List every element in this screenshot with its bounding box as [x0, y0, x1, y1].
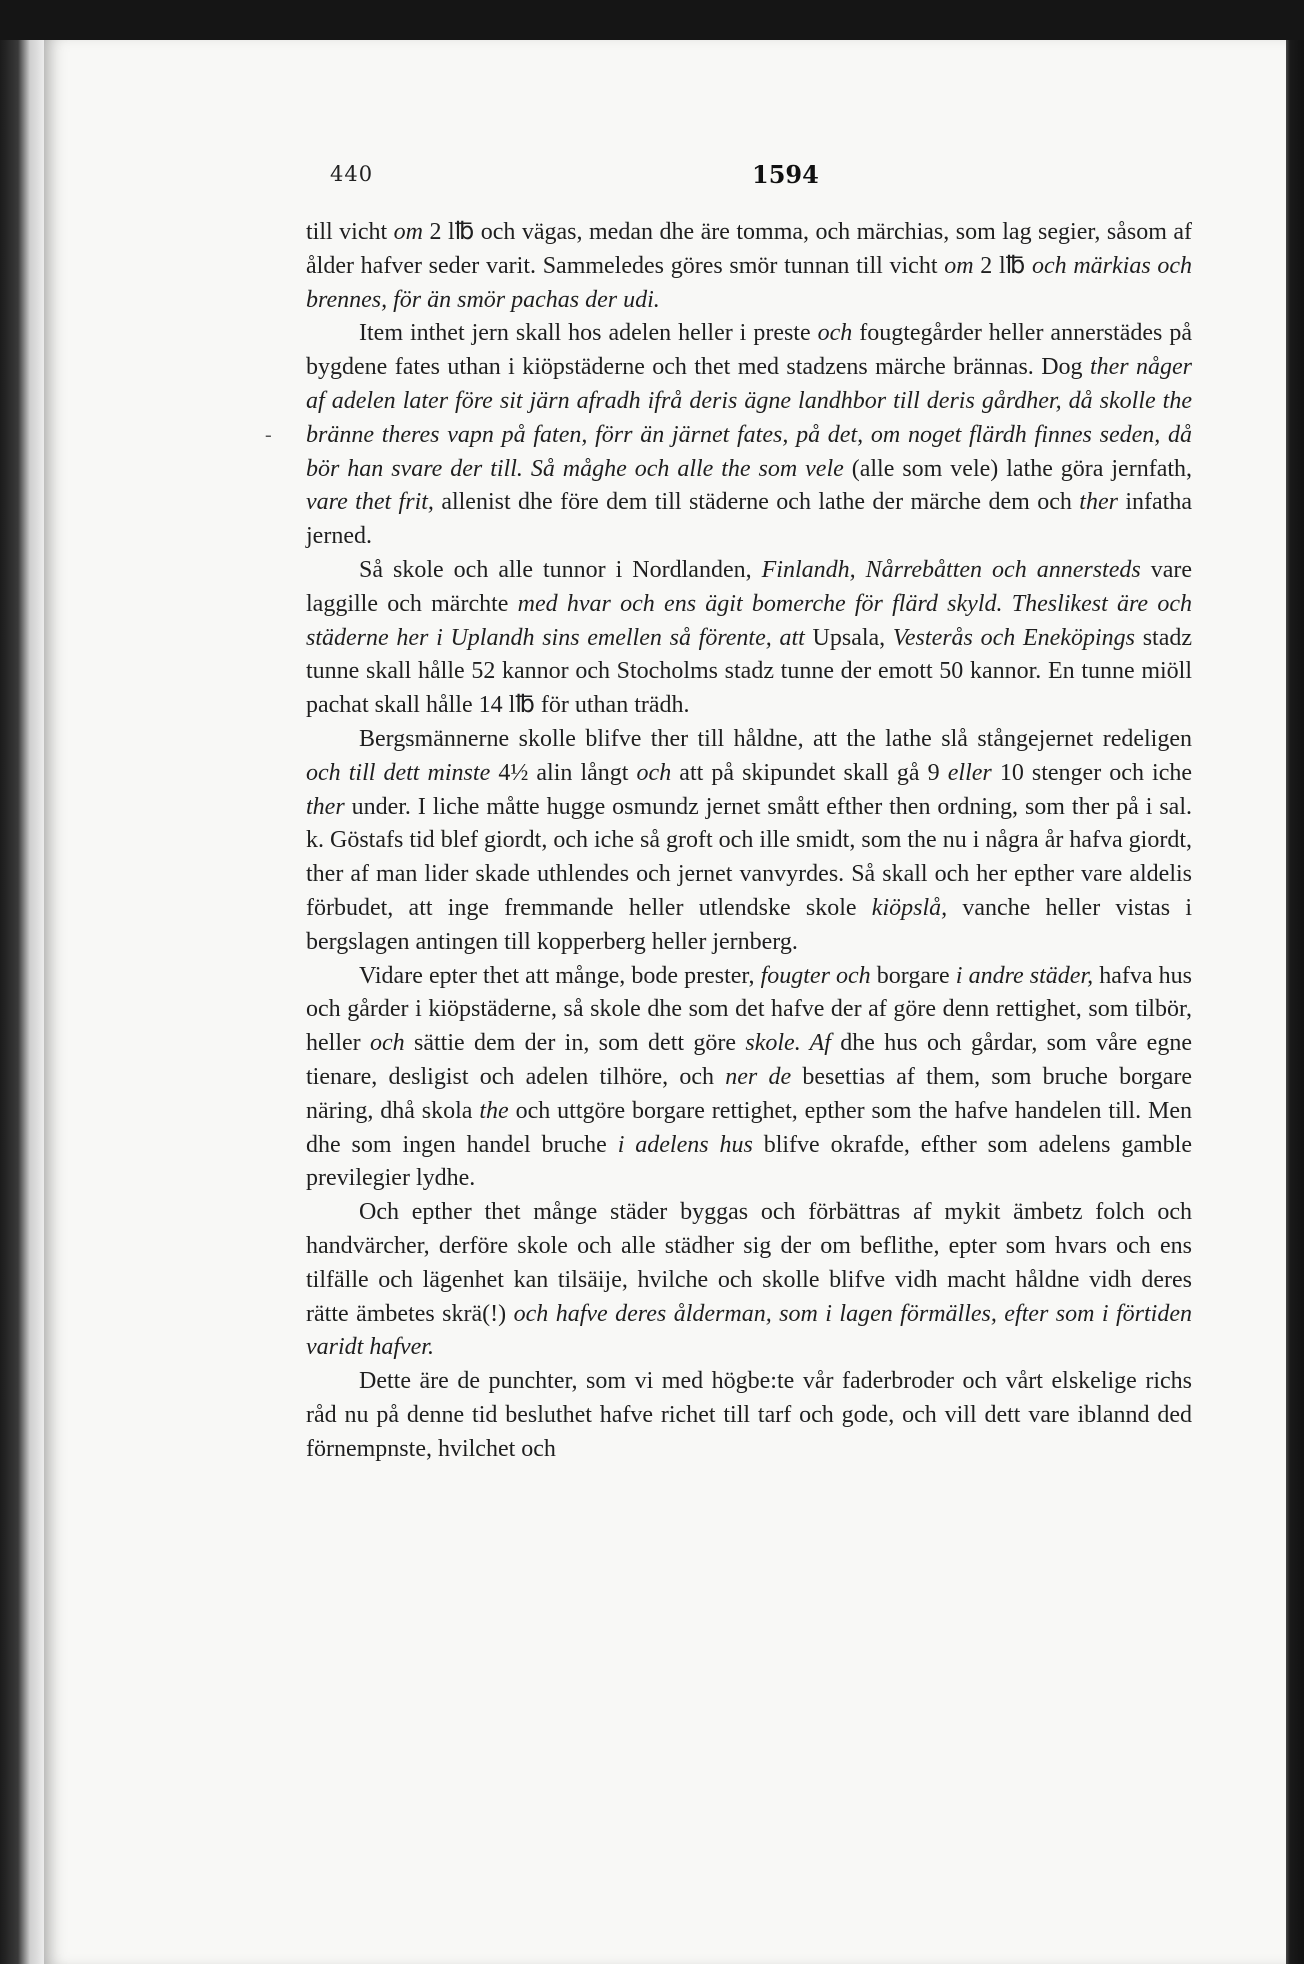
text-run: 2 l℔ och vägas, medan dhe äre tomma, och märchias, som lag segier, såsom af ålder hafver seder varit. Sammeledes göres smör tunnan till vicht [306, 219, 1193, 279]
text-run: och uttgöre borgare rettighet, epther som the hafve handelen till. Men dhe som ingen handel bruche [306, 1097, 1193, 1158]
text-run: infatha jerned. [306, 489, 1192, 550]
text-run: Vidare epter thet att månge, bode prester, [359, 962, 761, 989]
italic-run: ther [1079, 489, 1118, 516]
italic-run: och märkias och brennes, för än smör pachas der udi. [306, 252, 1193, 313]
text-run: borgare [870, 962, 956, 989]
italic-run: kiöpslå, [871, 894, 948, 921]
text-run: dhe hus och gårdar, som våre egne tienare, desligist och adelen tilhöre, och [306, 1030, 1192, 1090]
text-run: besettias af them, som bruche borgare näring, dhå skola [306, 1063, 1193, 1124]
italic-run: och [817, 320, 853, 347]
italic-run: om [944, 252, 974, 279]
text-run: hafva hus och gårder i kiöpstäderne, så skole dhe som det hafve der af göre denn rettighet, som tilbör, heller [306, 962, 1192, 1057]
text-run: fougtegårder heller annerstädes på bygdene fates uthan i kiöpstäderne och thet med stadzens märche brännas. Dog [306, 320, 1192, 381]
text-run: Och epther thet månge städer byggas och förbättras af mykit ämbetz folch och handvärcher, derföre skole och alle städher sig der om beflithe, epter som hvars och ens tilfälle och lägenhet kan tilsäije, hvilche och skolle blifve vidh macht håldne vidh deres rätte ämbetes skrä(!) [306, 1199, 1192, 1327]
page-header [0, 162, 1304, 192]
page-number: 440 [330, 162, 374, 186]
text-run: allenist dhe före dem till städerne och lathe der märche dem och [433, 489, 1080, 516]
text-run: stadz tunne skall hålle 52 kannor och Stocholms stadz tunne der emott 50 kannor. En tunne miöll pachat skall hålle 14 l℔ för uthan trädh. [306, 624, 1192, 719]
paragraph [306, 960, 1192, 1197]
paragraph [306, 317, 1192, 554]
paragraph [306, 1365, 1192, 1466]
italic-run: om [393, 219, 423, 245]
italic-run: och [369, 1030, 405, 1057]
body-text [306, 216, 1192, 1466]
text-run: 10 stenger och iche [991, 759, 1192, 786]
paragraph [306, 723, 1192, 960]
running-head-year: 1594 [752, 160, 819, 189]
italic-run: Finlandh, Nårrebåtten och annersteds [761, 556, 1141, 583]
italic-run: ner de [725, 1063, 792, 1090]
text-run: Bergsmännerne skolle blifve ther till håldne, att the lathe slå stångejernet redeligen [359, 725, 1192, 752]
paragraph [306, 554, 1192, 723]
italic-run: och till dett minste [306, 759, 491, 786]
italic-run: fougter och [760, 962, 871, 989]
italic-run: i adelens hus [617, 1131, 753, 1158]
text-run: Upsala, [804, 624, 893, 651]
text-run: Dette äre de punchter, som vi med högbe:te vår faderbroder och vårt elskelige richs råd nu på denne tid besluthet hafve richet till tarf och gode, och vill dett vare iblannd ded förnempnste, hvilchet och [306, 1368, 1192, 1462]
text-run: sättie dem der in, som dett göre [404, 1030, 746, 1057]
italic-run: eller [947, 759, 992, 786]
text-run: blifve okrafde, efther som adelens gamble previlegier lydhe. [306, 1131, 1192, 1192]
text-run: till vicht [306, 219, 394, 245]
italic-run: ther [306, 793, 345, 820]
italic-run: Vesterås och Eneköpings [892, 624, 1135, 651]
text-run: under. I liche måtte hugge osmundz jernet smått efther then ordning, som ther på i sal. k. Göstafs tid blef giordt, och iche så groft och ille smidt, som the nu i några år hafva giordt, ther af man lider skade uthlendes och jernet vanvyrdes. Så skall och her epther vare aldelis förbudet, att inge fremmande heller utlendske skole [306, 793, 1192, 921]
text-run: vare laggille och märchte [306, 556, 1193, 617]
scanner-edge [0, 0, 1304, 40]
italic-run: the [479, 1097, 509, 1124]
paragraph [306, 1196, 1192, 1365]
italic-run: vare thet frit, [306, 489, 434, 516]
text-run: 2 l℔ [973, 252, 1032, 279]
italic-run: i andre städer, [955, 962, 1094, 989]
italic-run: ther någer af adelen later före sit järn afradh ifrå deris ägne landhbor till deris gårdher, då skolle the bränne theres vapn på faten, förr än järnet fates, på det, om noget flärdh finnes seden, då bör han svare der till. Så måghe och alle the som vele [306, 354, 1192, 482]
margin-mark: - [265, 424, 272, 446]
text-run: Så skole och alle tunnor i Nordlanden, [359, 556, 762, 583]
text-run: (alle som vele) lathe göra jernfath, [843, 455, 1193, 482]
paragraph [306, 216, 1192, 317]
italic-run: skole. Af [745, 1030, 831, 1057]
text-run: att på skipundet skall gå 9 [671, 759, 948, 786]
text-run: Item inthet jern skall hos adelen heller i preste [359, 320, 818, 347]
italic-run: med hvar och ens ägit bomerche för flärd skyld. Theslikest äre och städerne her i Uplandh sins emellen så förente, att [306, 590, 1192, 651]
italic-run: och [636, 759, 672, 786]
text-run: 4½ alin långt [490, 759, 637, 786]
text-run: vanche heller vistas i bergslagen antingen till kopperberg heller jernberg. [306, 894, 1192, 955]
italic-run: och hafve deres ålderman, som i lagen förmälles, efter som i förtiden varidt hafver. [306, 1300, 1192, 1361]
